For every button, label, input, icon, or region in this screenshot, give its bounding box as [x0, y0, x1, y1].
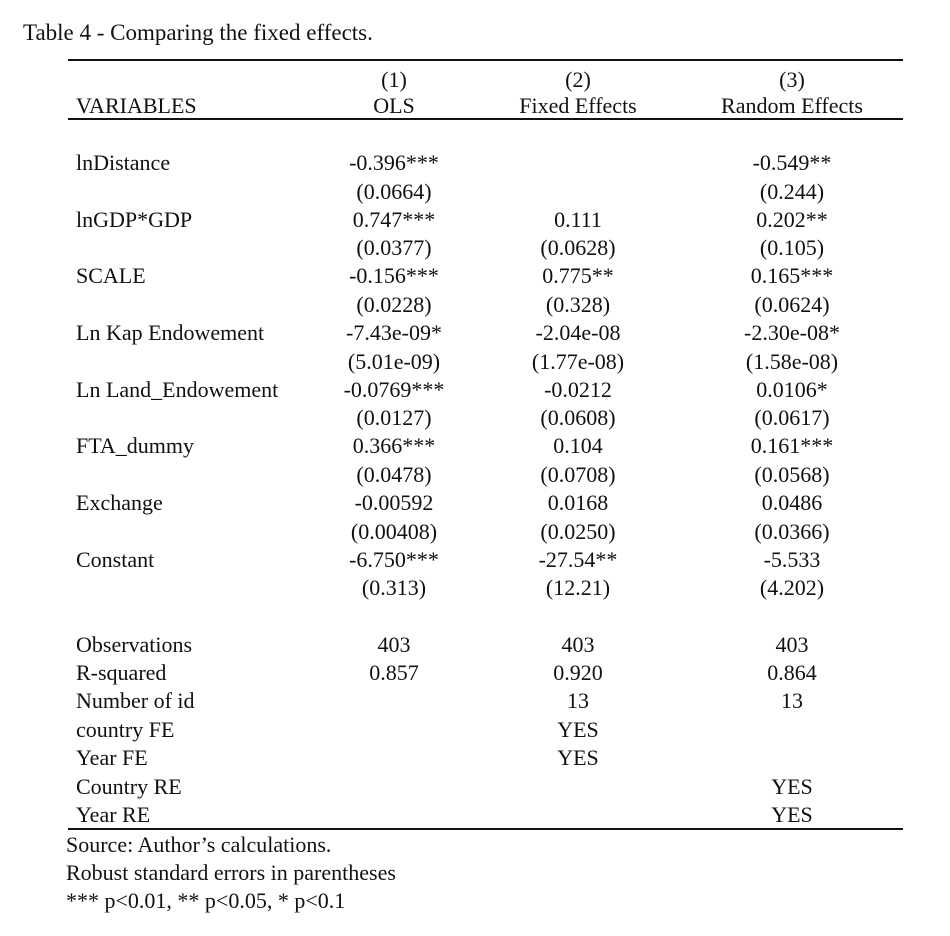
stat-label: Year RE: [76, 802, 151, 827]
se-cell: (0.0127): [356, 405, 432, 430]
se-cell: (1.77e-08): [531, 349, 625, 374]
se-cell: (1.58e-08): [745, 349, 839, 374]
stat-cell: YES: [771, 802, 813, 827]
coef-cell: 0.0168: [547, 490, 609, 515]
header-rule: [68, 118, 903, 120]
coef-cell: -7.43e-09*: [346, 320, 442, 345]
coef-cell: -27.54**: [538, 547, 618, 572]
coef-cell: -6.750***: [349, 547, 439, 572]
se-cell: (0.0664): [356, 179, 432, 204]
stat-label: Year FE: [76, 745, 148, 770]
bottom-rule: [68, 828, 903, 830]
coef-cell: 0.366***: [352, 433, 436, 458]
stat-cell: YES: [557, 745, 599, 770]
header-col3-name: Random Effects: [721, 93, 863, 118]
se-cell: (0.105): [759, 235, 825, 260]
se-cell: (0.0617): [754, 405, 830, 430]
se-cell: (0.0377): [356, 235, 432, 260]
se-cell: (0.0708): [540, 462, 616, 487]
row-label: Ln Land_Endowement: [76, 377, 279, 402]
stat-cell: 403: [377, 632, 411, 657]
coef-cell: 0.0106*: [756, 377, 828, 402]
se-cell: (0.0608): [540, 405, 616, 430]
coef-cell: -0.396***: [349, 150, 439, 175]
stat-cell: 403: [775, 632, 809, 657]
note-source: Source: Author’s calculations.: [66, 832, 332, 857]
coef-cell: -5.533: [763, 547, 821, 572]
row-label: Constant: [76, 547, 155, 572]
header-col2-name: Fixed Effects: [519, 93, 637, 118]
se-cell: (0.0478): [356, 462, 432, 487]
se-cell: (4.202): [759, 575, 825, 600]
se-cell: (0.0250): [540, 519, 616, 544]
coef-cell: -0.156***: [349, 263, 439, 288]
coef-cell: 0.202**: [756, 207, 828, 232]
se-cell: (0.0568): [754, 462, 830, 487]
row-label: Ln Kap Endowement: [76, 320, 265, 345]
se-cell: (0.0366): [754, 519, 830, 544]
se-cell: (0.313): [361, 575, 427, 600]
se-cell: (0.328): [545, 292, 611, 317]
coef-cell: -0.0769***: [343, 377, 445, 402]
row-label: FTA_dummy: [76, 433, 195, 458]
coef-cell: -0.0212: [544, 377, 612, 402]
stat-cell: YES: [557, 717, 599, 742]
table-caption: Table 4 - Comparing the fixed effects.: [23, 20, 373, 45]
se-cell: (5.01e-09): [347, 349, 441, 374]
stat-cell: 0.864: [767, 660, 817, 685]
coef-cell: -2.30e-08*: [744, 320, 840, 345]
coef-cell: 0.775**: [542, 263, 614, 288]
header-variables: VARIABLES: [76, 93, 197, 118]
stat-label: R-squared: [76, 660, 167, 685]
header-col3-number: (3): [779, 67, 805, 92]
coef-cell: 0.165***: [750, 263, 834, 288]
coef-cell: -0.00592: [354, 490, 434, 515]
se-cell: (0.0628): [540, 235, 616, 260]
se-cell: (12.21): [545, 575, 611, 600]
top-rule: [68, 59, 903, 61]
coef-cell: 0.111: [554, 207, 602, 232]
row-label: Exchange: [76, 490, 163, 515]
stat-cell: 0.920: [553, 660, 603, 685]
note-significance: *** p<0.01, ** p<0.05, * p<0.1: [66, 888, 346, 913]
row-label: lnDistance: [76, 150, 171, 175]
se-cell: (0.0624): [754, 292, 830, 317]
header-col1-number: (1): [381, 67, 407, 92]
stat-cell: 13: [567, 688, 589, 713]
stat-label: Number of id: [76, 688, 195, 713]
stat-label: Observations: [76, 632, 193, 657]
se-cell: (0.00408): [350, 519, 438, 544]
stat-cell: 13: [781, 688, 803, 713]
se-cell: (0.0228): [356, 292, 432, 317]
stat-cell: YES: [771, 774, 813, 799]
stat-label: country FE: [76, 717, 175, 742]
coef-cell: -2.04e-08: [535, 320, 621, 345]
coef-cell: -0.549**: [752, 150, 832, 175]
coef-cell: 0.104: [553, 433, 603, 458]
stat-cell: 0.857: [369, 660, 419, 685]
coef-cell: 0.747***: [352, 207, 436, 232]
se-cell: (0.244): [759, 179, 825, 204]
coef-cell: 0.0486: [761, 490, 823, 515]
stat-cell: 403: [561, 632, 595, 657]
header-col2-number: (2): [565, 67, 591, 92]
coef-cell: 0.161***: [750, 433, 834, 458]
stat-label: Country RE: [76, 774, 182, 799]
header-col1-name: OLS: [373, 93, 415, 118]
row-label: lnGDP*GDP: [76, 207, 193, 232]
row-label: SCALE: [76, 263, 146, 288]
note-robust-se: Robust standard errors in parentheses: [66, 860, 396, 885]
